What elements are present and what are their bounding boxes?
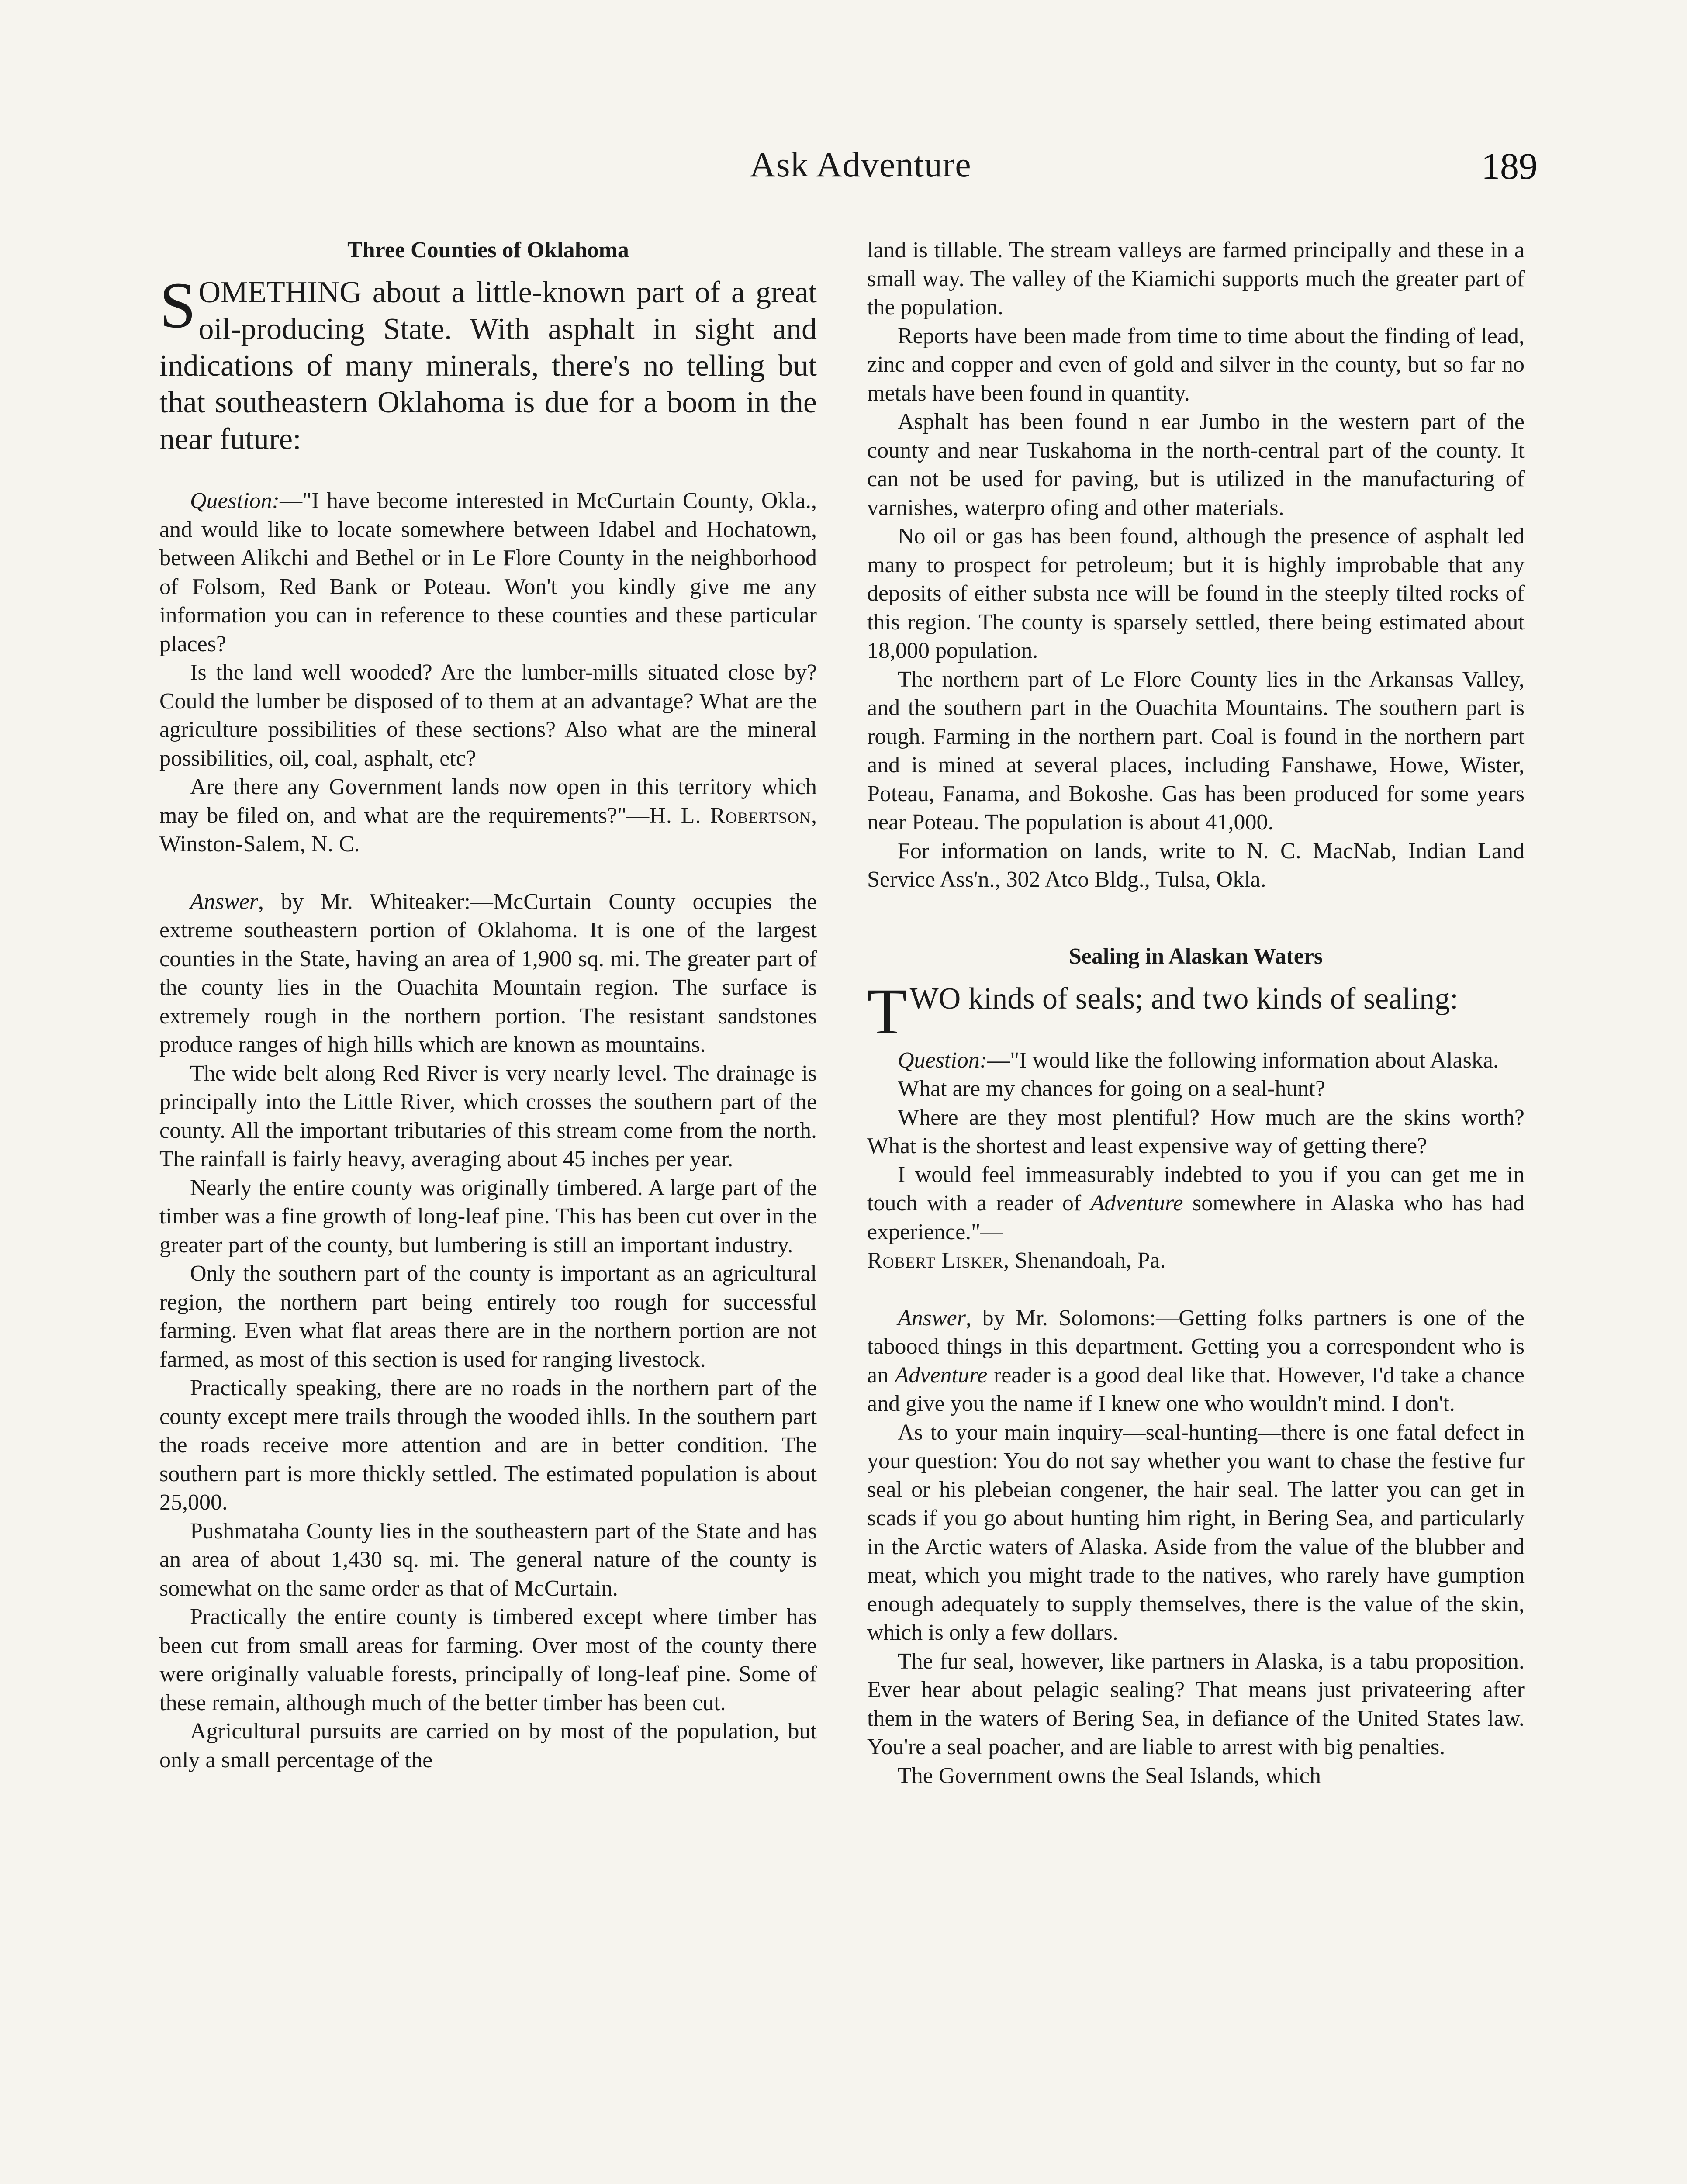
paragraph: Reports have been made from time to time about the finding of lead, zinc and copper and even of gold and silver in the county, but so far no metals have been found in quantity.	[867, 323, 1525, 406]
running-header: Ask Adventure	[750, 145, 971, 184]
question-label: Question:	[190, 488, 280, 513]
magazine-name: Adventure	[895, 1362, 988, 1388]
question-label: Question:	[898, 1047, 988, 1073]
answer-label: Answer	[898, 1305, 966, 1330]
answer-label: Answer	[190, 889, 258, 914]
drop-cap: T	[867, 975, 907, 1048]
answer-text: , by Mr. Solomons:—Getting folks partners is one of the tabooed things in this department. Getting you a correspondent who is an	[867, 1305, 1525, 1388]
intro-text: OMETHING about a little-known part of a great oil-producing State. With asphalt in sight and indications of many minerals, there's no telling but that southeastern Oklahoma is due for a boom in the near future:	[159, 276, 817, 456]
signer-place: , Shenandoah, Pa.	[1003, 1248, 1166, 1273]
paragraph: Asphalt has been found n ear Jumbo in the western part of the county and near Tuskahoma in the north-central part of the county. It can not be used for paving, but is utilized in the manufacturing of varnishes, waterpro ofing and other materials.	[867, 409, 1525, 520]
question-paragraph	[867, 1046, 1525, 1075]
paragraph: Is the land well wooded? Are the lumber-mills situated close by? Could the lumber be disposed of to them at an advantage? What are the agriculture possibilities of these sections? Also what are the mineral possibilities, oil, coal, asphalt, etc?	[159, 660, 817, 771]
question-text: somewhere in Alaska who has had experience."—	[867, 1191, 1525, 1244]
paragraph: The fur seal, however, like partners in Alaska, is a tabu proposition. Ever hear about pelagic sealing? That means just privateering after them in the waters of Bering Sea, in defiance of the United States law. You're a seal poacher, and are liable to arrest with big penalties.	[867, 1648, 1525, 1759]
paragraph: For information on lands, write to N. C. MacNab, Indian Land Service Ass'n., 302 Atco Bldg., Tulsa, Okla.	[867, 838, 1525, 892]
drop-cap: S	[159, 269, 196, 342]
paragraph: land is tillable. The stream valleys are farmed principally and these in a small way. The valley of the Kiamichi supports much the greater part of the population.	[867, 238, 1525, 320]
page-number: 189	[1481, 145, 1538, 187]
signer-place: , Winston-Salem, N. C.	[159, 803, 817, 857]
question-text: Are there any Government lands now open in this territory which may be filed on, and what are the requirements?"—	[159, 774, 817, 828]
paragraph: Only the southern part of the county is important as an agricultural region, the northern part being entirely too rough for successful farming. Even what flat areas there are in the northern portion are not farmed, as most of this section is used for ranging livestock.	[159, 1261, 817, 1372]
intro-text: WO kinds of seals; and two kinds of sealing:	[909, 981, 1459, 1016]
question-text: —"I would like the following information about Alaska.	[987, 1047, 1499, 1073]
answer-text: reader is a good deal like that. However, I'd take a chance and give you the name if I knew one who wouldn't mind. I don't.	[867, 1362, 1525, 1416]
right-column	[867, 236, 1525, 1790]
paragraph: The northern part of Le Flore County lies in the Arkansas Valley, and the southern part in the Ouachita Mountains. The southern part is rough. Farming in the northern part. Coal is found in the northern part and is mined at several places, including Fanshawe, Howe, Wister, Poteau, Fanama, and Bokoshe. Gas has been produced for some years near Poteau. The population is about 41,000.	[867, 667, 1525, 835]
magazine-name: Adventure	[1090, 1191, 1183, 1216]
paragraph: The wide belt along Red River is very nearly level. The drainage is principally into the Little River, which crosses the southern part of the county. All the important tributaries of this stream come from the north. The rainfall is fairly heavy, averaging about 45 inches per year.	[159, 1061, 817, 1171]
paragraph: As to your main inquiry—seal-hunting—there is one fatal defect in your question: You do not say whether you want to chase the festive fur seal or his plebeian congener, the hair seal. The latter you can get in scads if you go about hunting him right, in Bering Sea, and particularly in the Arctic waters of Alaska. Aside from the value of the blubber and meat, which you might trade to the natives, who rarely have gumption enough adequately to supply themselves, there is the value of the skin, which is only a few dollars.	[867, 1420, 1525, 1645]
section-title-sealing: Sealing in Alaskan Waters	[1068, 943, 1323, 969]
section-title-oklahoma: Three Counties of Oklahoma	[347, 238, 629, 263]
paragraph: Nearly the entire county was originally timbered. A large part of the timber was a fine growth of long-leaf pine. This has been cut over in the greater part of the county, but lumbering is still an important industry.	[159, 1175, 817, 1258]
paragraph: The Government owns the Seal Islands, which	[898, 1763, 1321, 1788]
paragraph: Agricultural pursuits are carried on by most of the population, but only a small percentage of the	[159, 1719, 817, 1773]
answer-paragraph	[867, 1304, 1525, 1418]
question-closing	[867, 1161, 1525, 1275]
answer-paragraph	[159, 888, 817, 1059]
paragraph: No oil or gas has been found, although the presence of asphalt led many to prospect for petroleum; but it is highly improbable that any deposits of either substa nce will be found in the steeply tilted rocks of this region. The county is sparsely settled, there being estimated about 18,000 population.	[867, 524, 1525, 663]
paragraph: Where are they most plentiful? How much are the skins worth? What is the shortest and least expensive way of getting there?	[867, 1105, 1525, 1158]
paragraph: Practically speaking, there are no roads in the northern part of the county except mere trails through the wooded ihlls. In the southern part the roads receive more attention and are in better condition. The southern part is more thickly settled. The estimated population is about 25,000.	[159, 1375, 817, 1515]
signer-name: H. L. Robertson	[649, 803, 812, 828]
signer-name: Robert Lisker	[867, 1248, 1004, 1273]
paragraph: Practically the entire county is timbered except where timber has been cut from small areas for farming. Over most of the county there were originally valuable forests, principally of long-leaf pine. Some of these remain, although much of the better timber has been cut.	[159, 1604, 817, 1715]
paragraph: Pushmataha County lies in the southeastern part of the State and has an area of about 1,430 sq. mi. The general nature of the county is somewhat on the same order as that of McCurtain.	[159, 1518, 817, 1601]
paragraph: What are my chances for going on a seal-hunt?	[898, 1076, 1325, 1101]
question-closing	[159, 773, 817, 859]
left-column	[159, 236, 817, 1774]
question-text: I would feel immeasurably indebted to you if you can get me in touch with a reader of	[867, 1162, 1525, 1216]
question-paragraph	[159, 487, 817, 658]
intro-paragraph	[159, 269, 817, 458]
answer-text: , by Mr. Whiteaker:—McCurtain County occupies the extreme southeastern portion of Oklahoma. It is one of the largest counties in the State, having an area of 1,900 sq. mi. The greater part of the county lies in the Ouachita Mountain region. The surface is extremely rough in the northern portion. The resistant sandstones produce ranges of high hills which are known as mountains.	[159, 889, 817, 1057]
question-text: —"I have become interested in McCurtain County, Okla., and would like to locate somewhere between Idabel and Hochatown, between Alikchi and Bethel or in Le Flore County in the neighborhood of Folsom, Red Bank or Poteau. Won't you kindly give me any information you can in reference to these counties and these particular places?	[159, 488, 817, 657]
intro-paragraph	[867, 975, 1525, 1048]
